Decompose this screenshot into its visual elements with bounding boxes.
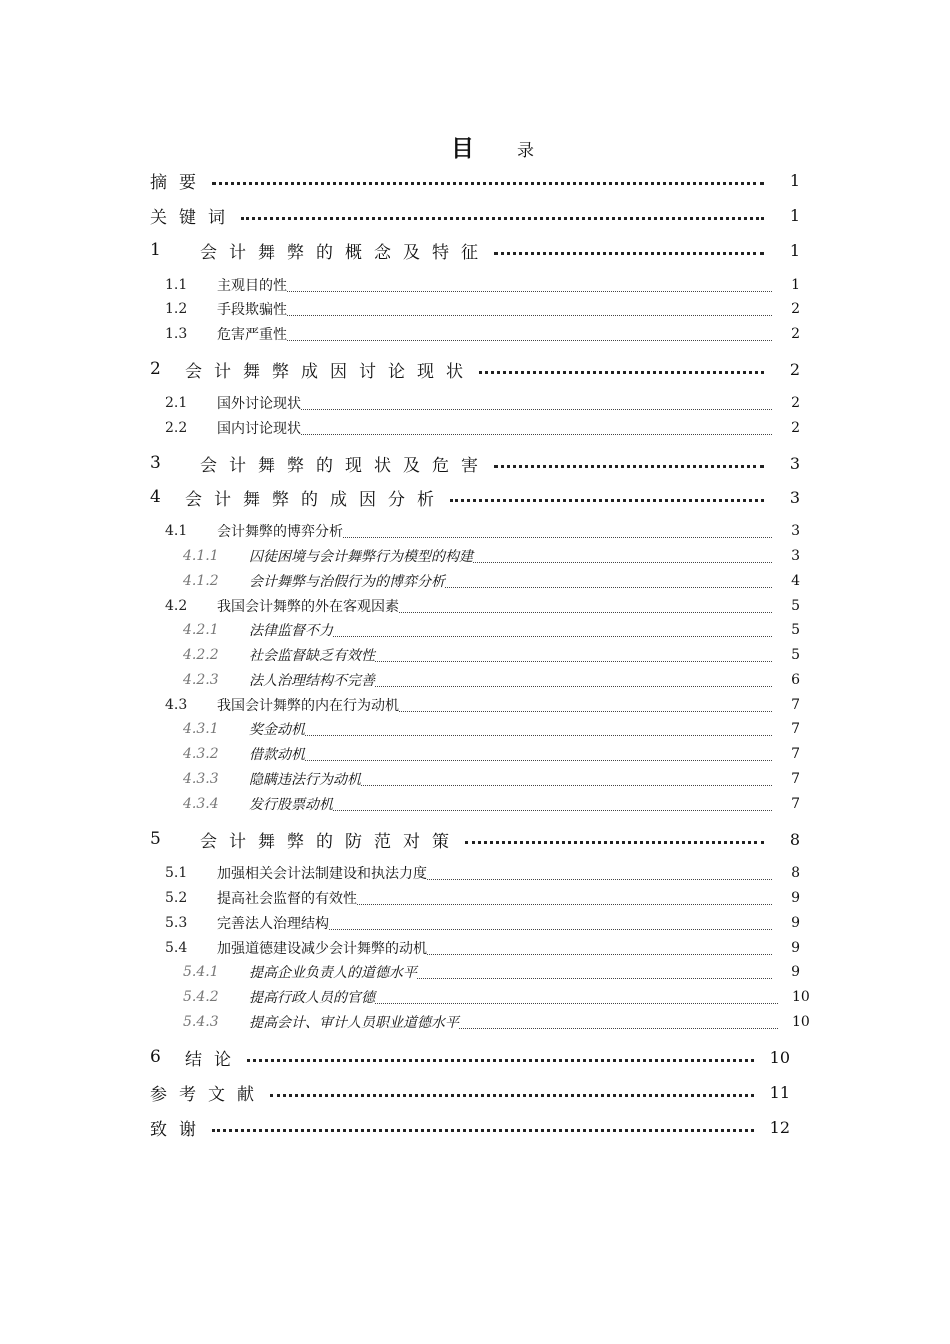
toc-entry-number: 1 [150, 240, 161, 260]
toc-entry-title: 法律监督不力 [249, 623, 333, 639]
dot-leader [287, 291, 772, 292]
toc-entry-title: 会计舞弊的成因分析 [185, 489, 446, 510]
toc-page-number: 1 [791, 277, 800, 293]
toc-section[interactable] [165, 693, 800, 717]
toc-heading[interactable] [150, 451, 800, 475]
toc-entry-title: 提高行政人员的官德 [249, 990, 375, 1006]
toc-subsection[interactable] [183, 960, 800, 984]
toc-heading[interactable] [150, 827, 800, 851]
toc-entry-title: 我国会计舞弊的外在客观因素 [217, 599, 399, 615]
toc-heading[interactable] [150, 238, 800, 262]
dot-leader [427, 879, 772, 880]
toc-heading[interactable] [150, 1045, 790, 1069]
toc-entry-number: 4.1 [165, 523, 188, 539]
toc-subsection[interactable] [183, 1010, 810, 1034]
toc-heading[interactable] [150, 1080, 790, 1104]
toc-entry-title: 会计舞弊的概念及特征 [200, 242, 490, 263]
toc-page-number: 11 [769, 1082, 790, 1102]
toc-section[interactable] [165, 594, 800, 618]
toc-page-number: 6 [791, 672, 800, 688]
toc-entry-number: 4.1.1 [183, 548, 219, 564]
toc-page-number: 2 [791, 420, 800, 436]
toc-page-number: 1 [789, 240, 800, 260]
dot-leader [459, 1028, 778, 1029]
toc-page-number: 12 [769, 1117, 790, 1137]
toc-entry-number: 4.2.2 [183, 647, 219, 663]
toc-section[interactable] [165, 416, 800, 440]
toc-page-number: 3 [789, 487, 800, 507]
toc-entry-number: 3 [150, 453, 161, 473]
toc-entry-title: 关键词 [150, 207, 237, 228]
toc-subsection[interactable] [183, 618, 800, 642]
toc-entry-number: 4.3.4 [183, 796, 219, 812]
toc-entry-title: 结论 [185, 1049, 243, 1070]
toc-page-number: 8 [789, 829, 800, 849]
toc-section[interactable] [165, 322, 800, 346]
toc-entry-number: 2 [150, 359, 161, 379]
toc-heading[interactable] [150, 357, 800, 381]
toc-entry-title: 社会监督缺乏有效性 [249, 648, 375, 664]
toc-entry-number: 4.2.1 [183, 622, 219, 638]
toc-entry-number: 5.4.1 [183, 964, 219, 980]
dot-leader [399, 612, 772, 613]
toc-entry-number: 2.2 [165, 420, 188, 436]
toc-entry-title: 囚徒困境与会计舞弊行为模型的构建 [249, 549, 473, 565]
toc-entry-title: 隐瞒违法行为动机 [249, 772, 361, 788]
toc-entry-number: 5.1 [165, 865, 188, 881]
dot-leader [450, 499, 764, 502]
toc-page-number: 2 [789, 359, 800, 379]
toc-entry-title: 借款动机 [249, 747, 305, 763]
toc-page-number: 7 [791, 721, 800, 737]
toc-entry-number: 4.3 [165, 697, 188, 713]
dot-leader [241, 217, 764, 220]
toc-page-number: 7 [791, 796, 800, 812]
toc-entry-number: 6 [150, 1047, 161, 1067]
toc-entry-title: 国内讨论现状 [217, 421, 301, 437]
toc-subsection[interactable] [183, 643, 800, 667]
toc-entry-number: 5.4 [165, 940, 188, 956]
dot-leader [287, 315, 772, 316]
dot-leader [301, 409, 772, 410]
toc-page-number: 2 [791, 326, 800, 342]
toc-section[interactable] [165, 936, 800, 960]
toc-page-number: 9 [791, 890, 800, 906]
toc-entry-title: 法人治理结构不完善 [249, 673, 375, 689]
toc-entry-title: 奖金动机 [249, 722, 305, 738]
toc-heading[interactable] [150, 168, 800, 192]
toc-section[interactable] [165, 861, 800, 885]
toc-entry-title: 致谢 [150, 1119, 208, 1140]
toc-entry-number: 4.3.1 [183, 721, 219, 737]
toc-entry-title: 手段欺骗性 [217, 302, 287, 318]
toc-subsection[interactable] [183, 767, 800, 791]
toc-entry-number: 5 [150, 829, 161, 849]
toc-entry-title: 会计舞弊与治假行为的博弈分析 [249, 574, 445, 590]
dot-leader [329, 929, 772, 930]
dot-leader [361, 785, 772, 786]
toc-entry-title: 会计舞弊的防范对策 [200, 831, 461, 852]
dot-leader [333, 810, 772, 811]
dot-leader [247, 1059, 754, 1062]
toc-title-sub: 录 [517, 141, 534, 161]
toc-page-number: 10 [792, 1014, 810, 1030]
toc-entry-number: 4.2 [165, 598, 188, 614]
toc-entry-title: 完善法人治理结构 [217, 916, 329, 932]
toc-entry-number: 1.1 [165, 277, 188, 293]
toc-entry-number: 4.3.3 [183, 771, 219, 787]
toc-section[interactable] [165, 391, 800, 415]
toc-page-number: 5 [791, 622, 800, 638]
toc-page-number: 2 [791, 301, 800, 317]
toc-section[interactable] [165, 273, 800, 297]
dot-leader [305, 735, 772, 736]
dot-leader [427, 954, 772, 955]
toc-subsection[interactable] [183, 569, 800, 593]
toc-entry-number: 5.4.3 [183, 1014, 219, 1030]
toc-heading[interactable] [150, 1115, 790, 1139]
dot-leader [399, 711, 772, 712]
toc-entry-number: 4.3.2 [183, 746, 219, 762]
toc-subsection[interactable] [183, 544, 800, 568]
dot-leader [212, 1129, 754, 1132]
toc-entry-number: 1.3 [165, 326, 188, 342]
toc-entry-number: 2.1 [165, 395, 188, 411]
dot-leader [212, 182, 764, 185]
toc-page-number: 7 [791, 771, 800, 787]
dot-leader [479, 371, 764, 374]
toc-page-number: 2 [791, 395, 800, 411]
toc-page-number: 9 [791, 964, 800, 980]
dot-leader [375, 1003, 778, 1004]
toc-entry-title: 国外讨论现状 [217, 396, 301, 412]
dot-leader [343, 537, 772, 538]
toc-entry-title: 主观目的性 [217, 278, 287, 294]
toc-subsection[interactable] [183, 742, 800, 766]
dot-leader [445, 587, 772, 588]
toc-entry-title: 加强相关会计法制建设和执法力度 [217, 866, 427, 882]
toc-page-number: 7 [791, 697, 800, 713]
toc-entry-title: 危害严重性 [217, 327, 287, 343]
toc-entry-title: 参考文献 [150, 1084, 266, 1105]
toc-entry-title: 会计舞弊成因讨论现状 [185, 361, 475, 382]
toc-entry-number: 5.4.2 [183, 989, 219, 1005]
toc-page-number: 1 [789, 205, 800, 225]
toc-page-number: 3 [791, 523, 800, 539]
toc-section[interactable] [165, 297, 800, 321]
toc-section[interactable] [165, 519, 800, 543]
toc-section[interactable] [165, 911, 800, 935]
toc-entry-title: 提高企业负责人的道德水平 [249, 965, 417, 981]
toc-page-number: 4 [791, 573, 800, 589]
toc-entry-number: 4.2.3 [183, 672, 219, 688]
toc-heading[interactable] [150, 203, 800, 227]
dot-leader [333, 636, 772, 637]
toc-subsection[interactable] [183, 985, 810, 1009]
toc-section[interactable] [165, 886, 800, 910]
toc-page-number: 1 [789, 170, 800, 190]
toc-page-number: 3 [791, 548, 800, 564]
dot-leader [301, 434, 772, 435]
dot-leader [375, 661, 772, 662]
toc-page-number: 5 [791, 598, 800, 614]
toc-page-number: 9 [791, 940, 800, 956]
toc-entry-number: 4 [150, 487, 161, 507]
dot-leader [305, 760, 772, 761]
toc-page-number: 10 [792, 989, 810, 1005]
dot-leader [473, 562, 772, 563]
toc-title [0, 130, 950, 164]
toc-page-number: 9 [791, 915, 800, 931]
dot-leader [494, 465, 764, 468]
toc-entry-title: 我国会计舞弊的内在行为动机 [217, 698, 399, 714]
toc-entry-title: 加强道德建设减少会计舞弊的动机 [217, 941, 427, 957]
toc-subsection[interactable] [183, 668, 800, 692]
toc-entry-title: 提高社会监督的有效性 [217, 891, 357, 907]
dot-leader [417, 978, 772, 979]
toc-entry-title: 提高会计、审计人员职业道德水平 [249, 1015, 459, 1031]
toc-entry-title: 会计舞弊的博弈分析 [217, 524, 343, 540]
toc-page-number: 7 [791, 746, 800, 762]
toc-page-number: 5 [791, 647, 800, 663]
toc-page-number: 8 [791, 865, 800, 881]
toc-entry-title: 摘要 [150, 172, 208, 193]
dot-leader [375, 686, 772, 687]
toc-entry-number: 5.2 [165, 890, 188, 906]
dot-leader [465, 841, 764, 844]
toc-entry-number: 5.3 [165, 915, 188, 931]
toc-title-main: 目 [451, 135, 474, 162]
toc-heading[interactable] [150, 485, 800, 509]
toc-entry-number: 1.2 [165, 301, 188, 317]
toc-entry-title: 发行股票动机 [249, 797, 333, 813]
toc-page-number: 3 [789, 453, 800, 473]
dot-leader [357, 904, 772, 905]
toc-subsection[interactable] [183, 792, 800, 816]
toc-entry-title: 会计舞弊的现状及危害 [200, 455, 490, 476]
toc-entry-number: 4.1.2 [183, 573, 219, 589]
dot-leader [494, 252, 764, 255]
dot-leader [287, 340, 772, 341]
dot-leader [270, 1094, 754, 1097]
toc-page-number: 10 [769, 1047, 790, 1067]
toc-subsection[interactable] [183, 717, 800, 741]
